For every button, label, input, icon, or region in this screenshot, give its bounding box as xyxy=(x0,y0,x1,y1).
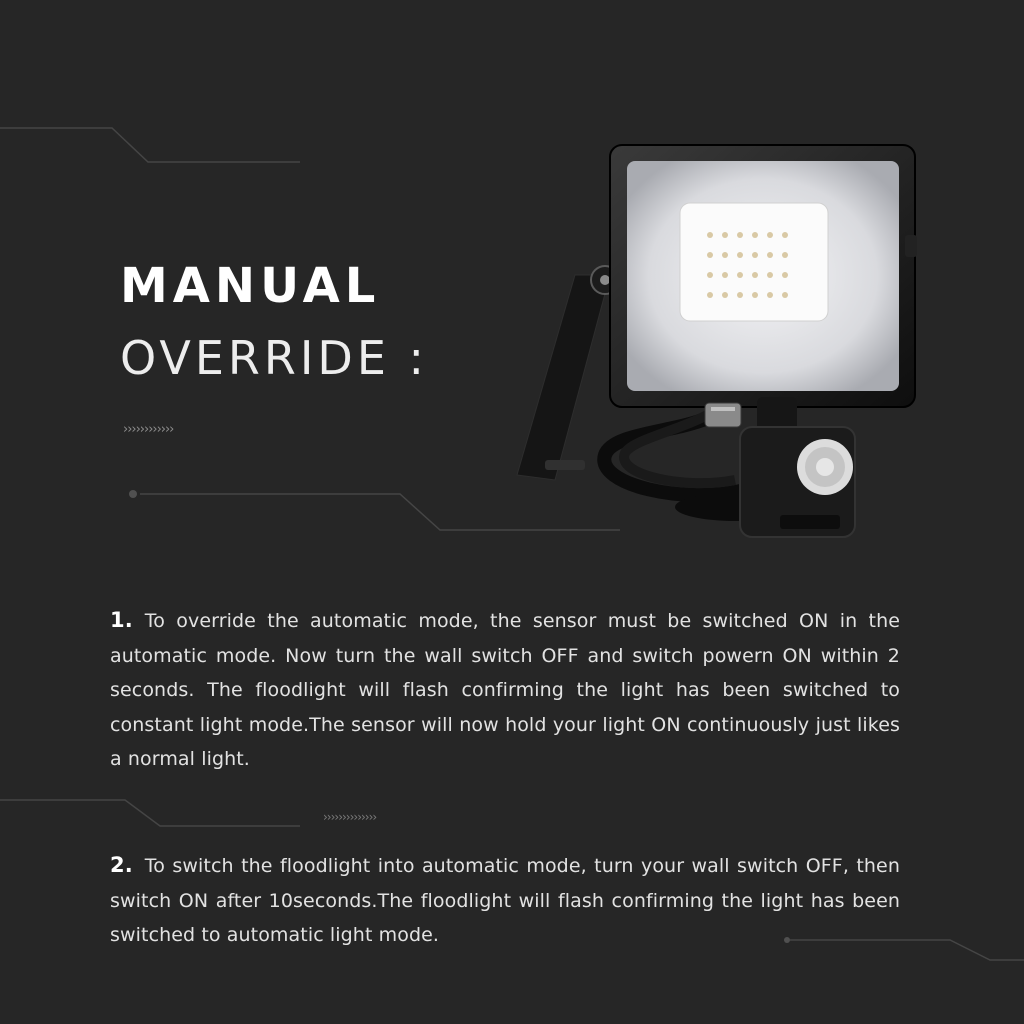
heading-override: OVERRIDE : xyxy=(120,331,429,385)
instruction-step-1 xyxy=(110,603,900,777)
step-number: 1. xyxy=(110,608,133,632)
heading-manual: MANUAL xyxy=(120,258,381,314)
step-text: To override the automatic mode, the sensor must be switched ON in the automatic mode. Now turn the wall switch OFF and switch powern ON within 2 seconds. The floodlight will flash confirming the light has been switched to constant light mode.The sensor will now hold your light ON continuously just likes a normal light. xyxy=(110,610,900,770)
step-text: To switch the floodlight into automatic mode, turn your wall switch OFF, then switch ON after 10seconds.The floodlight will flash confirming the light has been switched to automatic light mode. xyxy=(110,855,900,946)
step-number: 2. xyxy=(110,853,133,877)
chevron-divider-icon: ›››››››››››› xyxy=(123,422,174,437)
chevron-divider-icon: ›››››››››››››› xyxy=(323,810,377,824)
floodlight-product-image xyxy=(495,135,925,555)
instruction-step-2 xyxy=(110,848,900,953)
